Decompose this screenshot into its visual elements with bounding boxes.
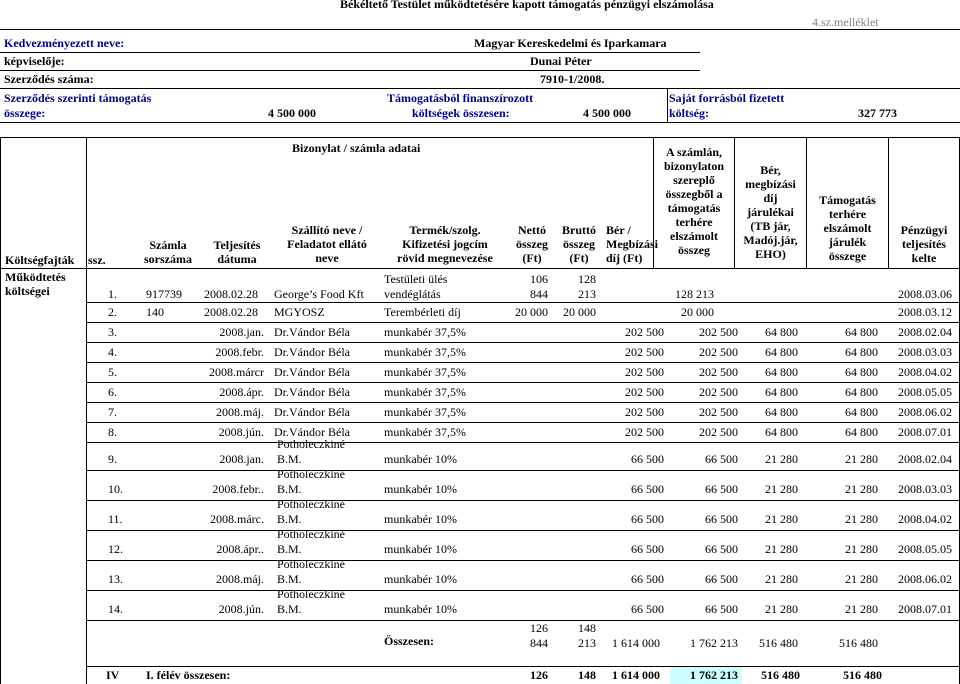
annex-label: 4.sz.melléklet bbox=[812, 15, 879, 29]
table-cell: 21 280 bbox=[845, 512, 878, 526]
table-cell: 202 500 bbox=[699, 385, 738, 399]
table-cell: 13. bbox=[108, 572, 123, 586]
table-cell: EHO) bbox=[755, 247, 786, 261]
table-cell: Dr.Vándor Béla bbox=[274, 405, 350, 419]
table-cell: 3. bbox=[108, 325, 117, 339]
financed-value: 4 500 000 bbox=[583, 106, 631, 120]
table-cell: 2008.jún. bbox=[218, 602, 264, 616]
table-cell: 66 500 bbox=[631, 482, 664, 496]
table-cell: munkabér 37,5% bbox=[384, 325, 466, 339]
table-cell: 2008.02.28 bbox=[204, 287, 258, 301]
table-cell: Számla bbox=[149, 238, 187, 252]
table-cell: 2008.05.05 bbox=[898, 385, 952, 399]
table-cell: 2008.03.06 bbox=[898, 287, 952, 301]
table-cell: 66 500 bbox=[631, 542, 664, 556]
table-cell: Dr.Vándor Béla bbox=[274, 365, 350, 379]
table-cell: dátuma bbox=[217, 252, 257, 266]
table-cell: 66 500 bbox=[705, 572, 738, 586]
table-cell: összeg bbox=[516, 237, 548, 251]
table-cell: 128 bbox=[578, 272, 596, 286]
table-cell: 20 000 bbox=[681, 305, 714, 319]
table-cell: neve bbox=[315, 251, 339, 265]
table-cell: 66 500 bbox=[631, 452, 664, 466]
table-cell: 202 500 bbox=[625, 425, 664, 439]
total-label: Összesen: bbox=[384, 634, 434, 648]
table-cell: 2008.06.02 bbox=[898, 572, 952, 586]
col-accounted bbox=[654, 145, 734, 257]
table-cell: 1 762 213 bbox=[690, 636, 738, 650]
table-cell: Madój.jár, bbox=[743, 233, 798, 247]
table-cell: 2008.02.04 bbox=[898, 452, 952, 466]
col-invoice-no bbox=[138, 238, 198, 266]
table-cell: 20 000 bbox=[515, 305, 548, 319]
cost-type-value bbox=[5, 270, 66, 298]
table-cell: Támogatás bbox=[819, 193, 876, 207]
table-cell: díj (Ft) bbox=[606, 251, 643, 265]
col-gross bbox=[554, 223, 604, 265]
table-cell: munkabér 10% bbox=[384, 602, 457, 616]
summary-label: I. félév összesen: bbox=[146, 668, 231, 682]
table-cell: 2008.04.02 bbox=[898, 365, 952, 379]
table-cell: terhére bbox=[828, 207, 867, 221]
table-cell: Potholeczkiné bbox=[277, 587, 345, 601]
table-cell: kelte bbox=[911, 251, 937, 265]
table-cell: Testületi ülés bbox=[384, 272, 448, 286]
table-cell: Dr.Vándor Béla bbox=[274, 385, 350, 399]
table-cell: összegből a bbox=[665, 187, 723, 201]
contract-amount-label-1: Szerződés szerinti támogatás bbox=[4, 91, 152, 105]
table-cell: Bér / bbox=[606, 223, 631, 237]
table-cell: 516 480 bbox=[839, 636, 878, 650]
table-cell: 66 500 bbox=[631, 602, 664, 616]
table-cell: Potholeczkiné bbox=[277, 497, 345, 511]
table-cell: 21 280 bbox=[765, 482, 798, 496]
own-source-value: 327 773 bbox=[858, 106, 897, 120]
table-cell: 20 000 bbox=[563, 305, 596, 319]
table-cell: 64 800 bbox=[845, 345, 878, 359]
table-cell: Potholeczkiné bbox=[277, 467, 345, 481]
table-cell: 64 800 bbox=[765, 405, 798, 419]
contract-amount-value: 4 500 000 bbox=[268, 106, 316, 120]
table-cell: 64 800 bbox=[765, 425, 798, 439]
table-cell: 21 280 bbox=[845, 542, 878, 556]
table-cell: 66 500 bbox=[705, 452, 738, 466]
col-supplier bbox=[272, 223, 382, 265]
financed-label-1: Támogatásból finanszírozott bbox=[387, 91, 534, 105]
table-cell: összeg bbox=[563, 237, 595, 251]
table-cell: 21 280 bbox=[765, 542, 798, 556]
table-cell: 66 500 bbox=[705, 602, 738, 616]
table-cell: (Ft) bbox=[522, 251, 542, 265]
col-contributions bbox=[735, 163, 806, 261]
table-cell: elszámolt bbox=[823, 221, 872, 235]
table-cell: 21 280 bbox=[765, 512, 798, 526]
col-paid bbox=[889, 223, 959, 265]
table-cell: 148 bbox=[578, 621, 596, 635]
table-cell: 2008.07.01 bbox=[898, 425, 952, 439]
table-cell: Bruttó bbox=[562, 223, 596, 237]
table-cell: megbízási bbox=[745, 177, 796, 191]
table-cell: 2008.06.02 bbox=[898, 405, 952, 419]
table-cell: 202 500 bbox=[625, 345, 664, 359]
table-cell: (Ft) bbox=[569, 251, 589, 265]
table-cell: 2008.02.28 bbox=[204, 305, 258, 319]
table-cell: Kifizetési jogcím bbox=[402, 237, 488, 251]
table-cell: 128 213 bbox=[675, 287, 714, 301]
col-date bbox=[200, 238, 274, 266]
table-cell: 21 280 bbox=[845, 602, 878, 616]
table-cell: szereplő bbox=[673, 173, 715, 187]
own-source-label-2: költség: bbox=[669, 106, 709, 120]
table-cell: B.M. bbox=[277, 482, 302, 496]
table-cell: 148 bbox=[578, 668, 596, 682]
table-cell: 140 bbox=[146, 305, 164, 319]
table-cell: 2008.02.04 bbox=[898, 325, 952, 339]
col-support-contrib bbox=[807, 193, 888, 263]
table-cell: 2008.márcr bbox=[209, 365, 264, 379]
table-cell: B.M. bbox=[277, 602, 302, 616]
table-cell: összege bbox=[828, 249, 867, 263]
table-cell: 64 800 bbox=[845, 325, 878, 339]
table-cell: 202 500 bbox=[699, 345, 738, 359]
table-cell: 126 bbox=[530, 668, 548, 682]
beneficiary-label: Kedvezményezett neve: bbox=[4, 36, 125, 50]
table-cell: 1 614 000 bbox=[612, 668, 660, 682]
table-cell: 64 800 bbox=[845, 385, 878, 399]
table-cell: sorszáma bbox=[144, 252, 192, 266]
table-cell: 10. bbox=[108, 482, 123, 496]
table-cell: B.M. bbox=[277, 452, 302, 466]
table-cell: 1 614 000 bbox=[612, 636, 660, 650]
table-cell: munkabér 37,5% bbox=[384, 385, 466, 399]
table-cell: terhére bbox=[675, 215, 713, 229]
col-product bbox=[380, 223, 510, 265]
table-cell: 202 500 bbox=[699, 425, 738, 439]
table-cell: munkabér 10% bbox=[384, 482, 457, 496]
table-cell: 202 500 bbox=[699, 405, 738, 419]
table-cell: 66 500 bbox=[631, 512, 664, 526]
table-cell: Működtetés bbox=[5, 270, 66, 284]
table-cell: 2008.ápr. bbox=[219, 385, 264, 399]
table-cell: költségei bbox=[5, 284, 50, 298]
col-wage bbox=[602, 223, 658, 265]
table-cell: (TB jár, bbox=[750, 219, 791, 233]
table-cell: 2008.05.05 bbox=[898, 542, 952, 556]
table-cell: Feladatot ellátó bbox=[287, 237, 367, 251]
table-cell: 844 bbox=[530, 636, 548, 650]
col-ssz: ssz. bbox=[88, 253, 106, 267]
table-cell: 213 bbox=[578, 287, 596, 301]
table-cell: 2. bbox=[108, 305, 117, 319]
table-cell: A számlán, bbox=[665, 145, 722, 159]
table-cell: munkabér 37,5% bbox=[384, 405, 466, 419]
table-cell: Szállító neve / bbox=[291, 223, 363, 237]
representative-label: képviselője: bbox=[4, 54, 65, 68]
table-cell: 202 500 bbox=[699, 325, 738, 339]
contract-amount-label-2: összege: bbox=[4, 106, 46, 120]
table-cell: munkabér 10% bbox=[384, 512, 457, 526]
beneficiary-value: Magyar Kereskedelmi és Iparkamara bbox=[474, 36, 667, 50]
table-cell: munkabér 10% bbox=[384, 542, 457, 556]
table-cell: 64 800 bbox=[845, 365, 878, 379]
document-title: Békéltető Testület működtetésére kapott támogatás pénzügyi elszámolása bbox=[340, 0, 714, 11]
table-cell: 202 500 bbox=[625, 385, 664, 399]
table-cell: 21 280 bbox=[765, 572, 798, 586]
table-cell: 2008.máj. bbox=[216, 572, 264, 586]
table-cell: 202 500 bbox=[625, 405, 664, 419]
representative-value: Dunai Péter bbox=[530, 54, 592, 68]
table-cell: teljesítés bbox=[902, 237, 946, 251]
table-cell: vendéglátás bbox=[384, 287, 441, 301]
table-cell: 2008.03.03 bbox=[898, 482, 952, 496]
table-cell: 7. bbox=[108, 405, 117, 419]
table-cell: Dr.Vándor Béla bbox=[274, 425, 350, 439]
table-cell: 2008.07.01 bbox=[898, 602, 952, 616]
contract-number-label: Szerződés száma: bbox=[4, 72, 94, 86]
table-cell: Pénzügyi bbox=[900, 223, 948, 237]
table-cell: 12. bbox=[108, 542, 123, 556]
table-cell: 21 280 bbox=[845, 482, 878, 496]
group-header: Bizonylat / számla adatai bbox=[292, 141, 421, 155]
table-cell: 2008.jún. bbox=[218, 425, 264, 439]
own-source-label-1: Saját forrásból fizetett bbox=[669, 91, 785, 105]
table-cell: 213 bbox=[578, 636, 596, 650]
table-cell: Termék/szolg. bbox=[409, 223, 481, 237]
table-cell: 11. bbox=[108, 512, 123, 526]
table-cell: munkabér 37,5% bbox=[384, 425, 466, 439]
summary-roman: IV bbox=[106, 668, 120, 682]
table-cell: 844 bbox=[530, 287, 548, 301]
table-cell: 66 500 bbox=[705, 542, 738, 556]
table-cell: 1 762 213 bbox=[690, 668, 738, 682]
table-cell: 2008.febr. bbox=[215, 345, 264, 359]
table-cell: B.M. bbox=[277, 572, 302, 586]
table-cell: George’s Food Kft bbox=[274, 287, 364, 301]
table-cell: 126 bbox=[530, 621, 548, 635]
table-cell: 516 480 bbox=[843, 668, 882, 682]
table-cell: 106 bbox=[530, 272, 548, 286]
table-cell: összeg bbox=[678, 243, 710, 257]
table-cell: 2008.máj. bbox=[216, 405, 264, 419]
table-cell: munkabér 10% bbox=[384, 452, 457, 466]
table-cell: 2008.jan. bbox=[219, 325, 264, 339]
table-cell: Dr.Vándor Béla bbox=[274, 325, 350, 339]
table-cell: 2008.márc. bbox=[210, 512, 264, 526]
table-cell: 21 280 bbox=[845, 572, 878, 586]
table-cell: 516 480 bbox=[759, 636, 798, 650]
table-cell: támogatás bbox=[667, 201, 721, 215]
table-cell: Megbízási bbox=[606, 237, 658, 251]
table-cell: Bér, bbox=[760, 163, 781, 177]
table-cell: 64 800 bbox=[765, 325, 798, 339]
table-cell: 64 800 bbox=[765, 385, 798, 399]
table-cell: Terembérleti díj bbox=[384, 305, 461, 319]
table-cell: 2008.ápr.. bbox=[216, 542, 264, 556]
col-net bbox=[508, 223, 556, 265]
table-cell: 2008.febr.. bbox=[212, 482, 264, 496]
table-cell: 21 280 bbox=[845, 452, 878, 466]
table-cell: 14. bbox=[108, 602, 123, 616]
table-cell: díj bbox=[763, 191, 778, 205]
col-cost-type: Költségfajták bbox=[5, 253, 75, 267]
table-cell: 66 500 bbox=[631, 572, 664, 586]
table-cell: MGYOSZ bbox=[274, 305, 325, 319]
table-cell: 66 500 bbox=[705, 512, 738, 526]
table-cell: Nettó bbox=[518, 223, 546, 237]
table-cell: 2008.jan. bbox=[219, 452, 264, 466]
table-cell: bizonylaton bbox=[663, 159, 724, 173]
financed-label-2: költségek összesen: bbox=[412, 106, 510, 120]
table-cell: járulék bbox=[828, 235, 867, 249]
table-cell: Teljesítés bbox=[213, 238, 261, 252]
table-cell: 9. bbox=[108, 452, 117, 466]
table-cell: rövid megnevezése bbox=[397, 251, 493, 265]
table-cell: Potholeczkiné bbox=[277, 557, 345, 571]
table-cell: 917739 bbox=[146, 287, 182, 301]
table-cell: 202 500 bbox=[625, 365, 664, 379]
table-cell: 2008.04.02 bbox=[898, 512, 952, 526]
table-cell: munkabér 37,5% bbox=[384, 365, 466, 379]
table-cell: elszámolt bbox=[670, 229, 718, 243]
table-cell: 66 500 bbox=[705, 482, 738, 496]
table-cell: járulékai bbox=[747, 205, 794, 219]
table-cell: munkabér 10% bbox=[384, 572, 457, 586]
table-cell: 202 500 bbox=[699, 365, 738, 379]
table-cell: munkabér 37,5% bbox=[384, 345, 466, 359]
table-cell: 5. bbox=[108, 365, 117, 379]
table-cell: 202 500 bbox=[625, 325, 664, 339]
table-cell: Potholeczkiné bbox=[277, 527, 345, 541]
table-cell: 21 280 bbox=[765, 602, 798, 616]
table-cell: 8. bbox=[108, 425, 117, 439]
table-cell: 4. bbox=[108, 345, 117, 359]
table-cell: 2008.03.12 bbox=[898, 305, 952, 319]
table-cell: 64 800 bbox=[845, 425, 878, 439]
table-cell: B.M. bbox=[277, 512, 302, 526]
table-cell: Potholeczkiné bbox=[277, 437, 345, 451]
table-cell: B.M. bbox=[277, 542, 302, 556]
table-cell: 6. bbox=[108, 385, 117, 399]
table-cell: 64 800 bbox=[765, 345, 798, 359]
table-cell: 21 280 bbox=[765, 452, 798, 466]
table-cell: 64 800 bbox=[845, 405, 878, 419]
table-cell: Dr.Vándor Béla bbox=[274, 345, 350, 359]
contract-number-value: 7910-1/2008. bbox=[540, 72, 605, 86]
table-cell: 516 480 bbox=[761, 668, 800, 682]
table-cell: 64 800 bbox=[765, 365, 798, 379]
table-cell: 1. bbox=[108, 287, 117, 301]
table-cell: 2008.03.03 bbox=[898, 345, 952, 359]
